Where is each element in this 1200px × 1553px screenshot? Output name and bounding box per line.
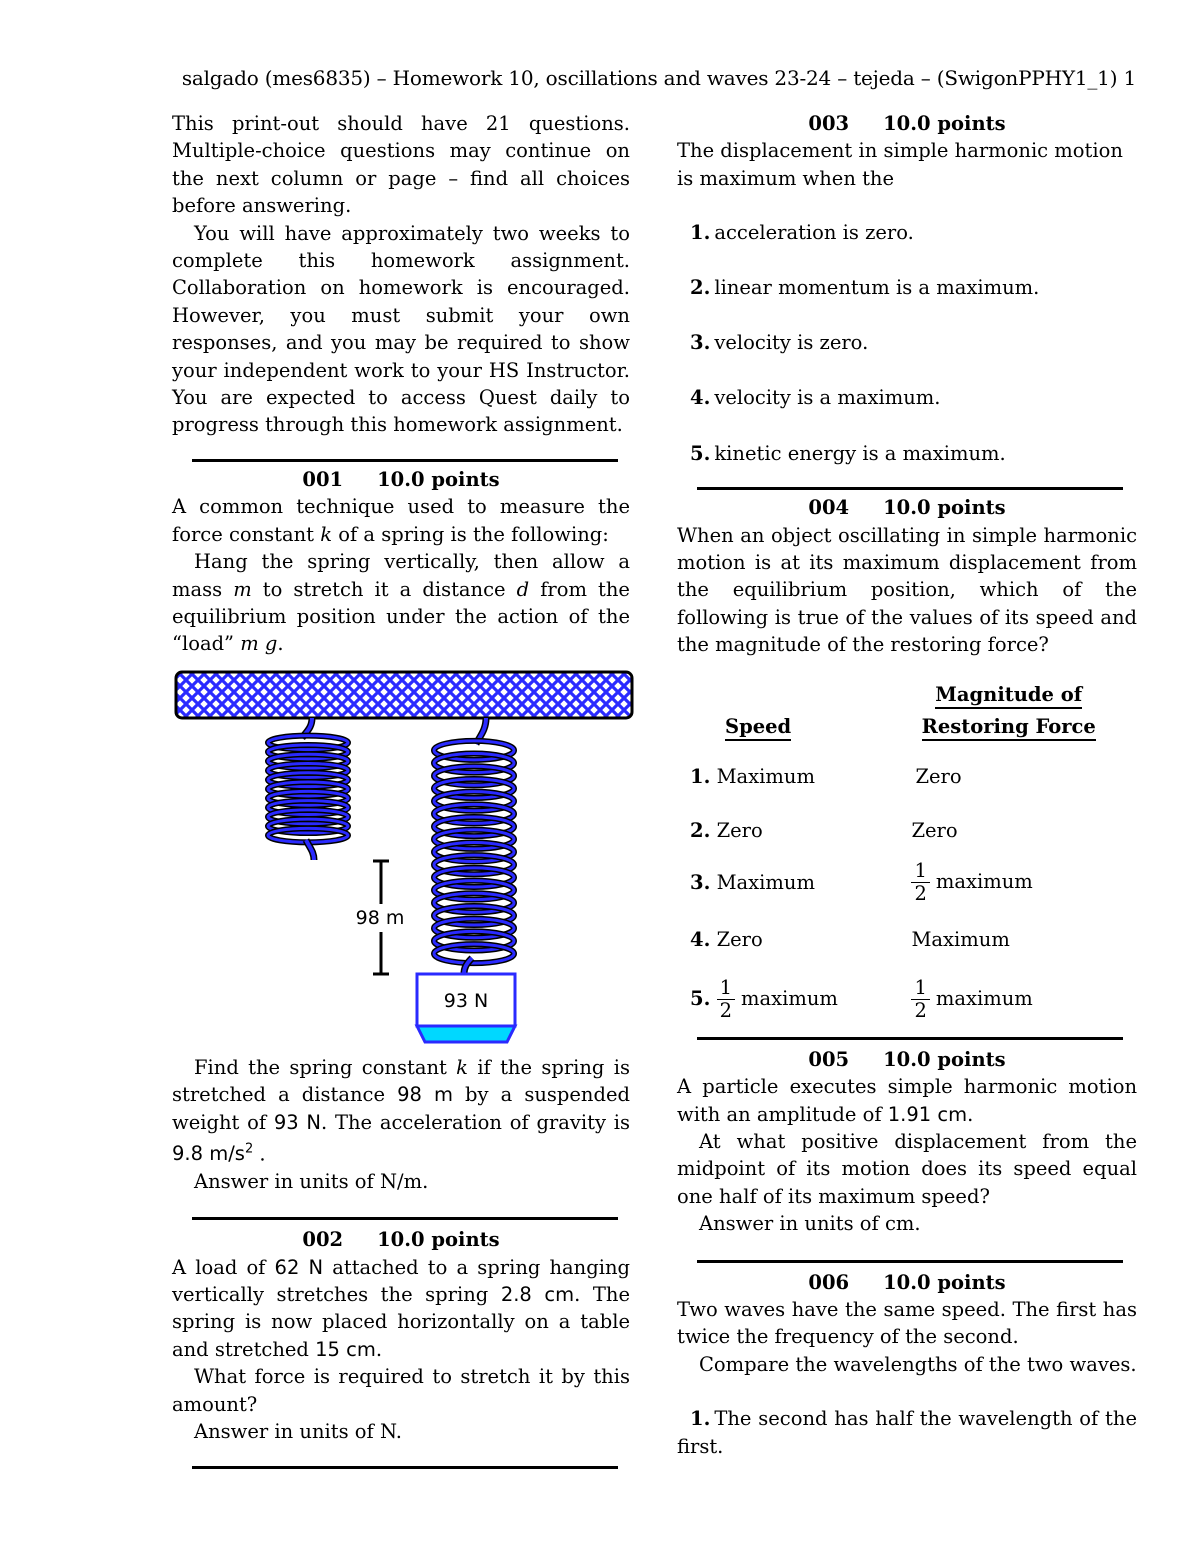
question-004-prompt: When an object oscillating in simple harmonic motion is at its maximum displacement from the equilibrium position, which of the following is true of the values of its speed and the magnitude of the restoring force? bbox=[677, 523, 1137, 657]
divider bbox=[697, 487, 1123, 490]
answer-choice-4[interactable]: 4. velocity is a maximum. bbox=[690, 386, 941, 410]
right-column bbox=[677, 110, 1137, 1460]
question-005-text-1: A particle executes simple harmonic motion with an amplitude of 1.91 cm. bbox=[677, 1075, 1137, 1126]
question-002-answer-units: Answer in units of N. bbox=[194, 1420, 402, 1444]
unstretched-spring bbox=[268, 718, 348, 860]
answer-choice-1[interactable]: 1. acceleration is zero. bbox=[690, 221, 914, 245]
weight-label: 93 N bbox=[443, 989, 489, 1012]
question-001-text-1: A common technique used to measure the force constant k of a spring is the following: bbox=[172, 495, 630, 546]
question-001-text-3: Find the spring constant k if the spring is stretched a distance 98 m by a suspended weight of 93 N. The acceleration of gravity is 9.8 $m/s^2$ . bbox=[172, 1055, 630, 1166]
intro-paragraph-1: This print-out should have 21 questions. Multiple-choice questions may continue on the next column or page – find all choices before answering. bbox=[172, 112, 630, 218]
question-002-text-2: What force is required to stretch it by this amount? bbox=[172, 1365, 630, 1416]
answer-choice-2[interactable]: 2. linear momentum is a maximum. bbox=[690, 275, 1040, 299]
weight-base bbox=[417, 1026, 515, 1042]
divider bbox=[192, 1217, 618, 1220]
divider bbox=[697, 1037, 1123, 1040]
answer-choice-3[interactable]: 3. velocity is zero. bbox=[690, 331, 869, 355]
question-001-answer-units: Answer in units of N/m. bbox=[194, 1169, 429, 1193]
ceiling-support bbox=[176, 672, 632, 718]
force-column-header-line1: Magnitude of bbox=[935, 683, 1082, 709]
divider bbox=[697, 1260, 1123, 1263]
question-005-text-2: At what positive displacement from the midpoint of its motion does its speed equal one half of its maximum speed? bbox=[677, 1129, 1137, 1208]
question-002-text-1: A load of 62 N attached to a spring hanging vertically stretches the spring 2.8 cm. The spring is now placed horizontally on a table and stretched 15 cm. bbox=[172, 1255, 630, 1361]
answer-choice-5[interactable]: 5. kinetic energy is a maximum. bbox=[690, 441, 1006, 465]
divider bbox=[192, 1466, 618, 1469]
answer-choice-5[interactable]: 5. $\frac{1}{2}$ maximum $\frac{1}{2}$ maximum bbox=[690, 976, 1033, 1023]
question-006-heading: 006 10.0 points bbox=[808, 1270, 1006, 1294]
question-006-text-1: Two waves have the same speed. The first has twice the frequency of the second. bbox=[677, 1297, 1137, 1349]
question-004-heading: 004 10.0 points bbox=[808, 496, 1006, 520]
divider bbox=[192, 459, 618, 462]
question-005-answer-units: Answer in units of cm. bbox=[699, 1212, 921, 1236]
force-column-header-line2: Restoring Force bbox=[922, 715, 1096, 741]
answer-choice-1[interactable]: 1. Maximum Zero bbox=[690, 764, 962, 788]
left-column bbox=[172, 110, 630, 1469]
question-003-heading: 003 10.0 points bbox=[808, 112, 1006, 135]
question-001-heading: 001 10.0 points bbox=[302, 467, 500, 491]
page-header: salgado (mes6835) – Homework 10, oscillations and waves 23-24 – tejeda – (SwigonPPHY1_1) 1 bbox=[181, 66, 1136, 90]
question-005-heading: 005 10.0 points bbox=[808, 1047, 1006, 1071]
fraction: $\frac{1}{2}$ bbox=[717, 977, 735, 1022]
answer-choice-1[interactable]: 1. The second has half the wavelength of the first. bbox=[677, 1407, 1137, 1458]
speed-column-header: Speed bbox=[725, 715, 791, 741]
fraction: $\frac{1}{2}$ bbox=[911, 860, 929, 905]
fraction: $\frac{1}{2}$ bbox=[911, 977, 929, 1022]
question-006-text-2: Compare the wavelengths of the two waves. bbox=[699, 1352, 1137, 1376]
answer-table bbox=[690, 679, 1110, 1033]
stretched-spring bbox=[434, 718, 514, 974]
spring-figure bbox=[174, 668, 638, 1048]
answer-choice-2[interactable]: 2. Zero Zero bbox=[690, 818, 958, 842]
answer-choice-3[interactable]: 3. Maximum $\frac{1}{2}$ maximum bbox=[690, 859, 1033, 906]
distance-label: 98 m bbox=[355, 906, 405, 929]
intro-paragraph-2: You will have approximately two weeks to complete this homework assignment. Collaboration on homework is encouraged. However, you must submit your own responses, and you may be required to show your independent work to your HS Instructor. You are expected to access Quest daily to progress through this homework assignment. bbox=[172, 221, 630, 437]
question-003-prompt: The displacement in simple harmonic motion is maximum when the bbox=[677, 139, 1123, 190]
question-001-text-2: Hang the spring vertically, then allow a mass m to stretch it a distance d from the equilibrium position under the action of the “load” m g. bbox=[172, 550, 630, 656]
answer-choice-4[interactable]: 4. Zero Maximum bbox=[690, 927, 1010, 951]
question-002-heading: 002 10.0 points bbox=[302, 1228, 500, 1252]
